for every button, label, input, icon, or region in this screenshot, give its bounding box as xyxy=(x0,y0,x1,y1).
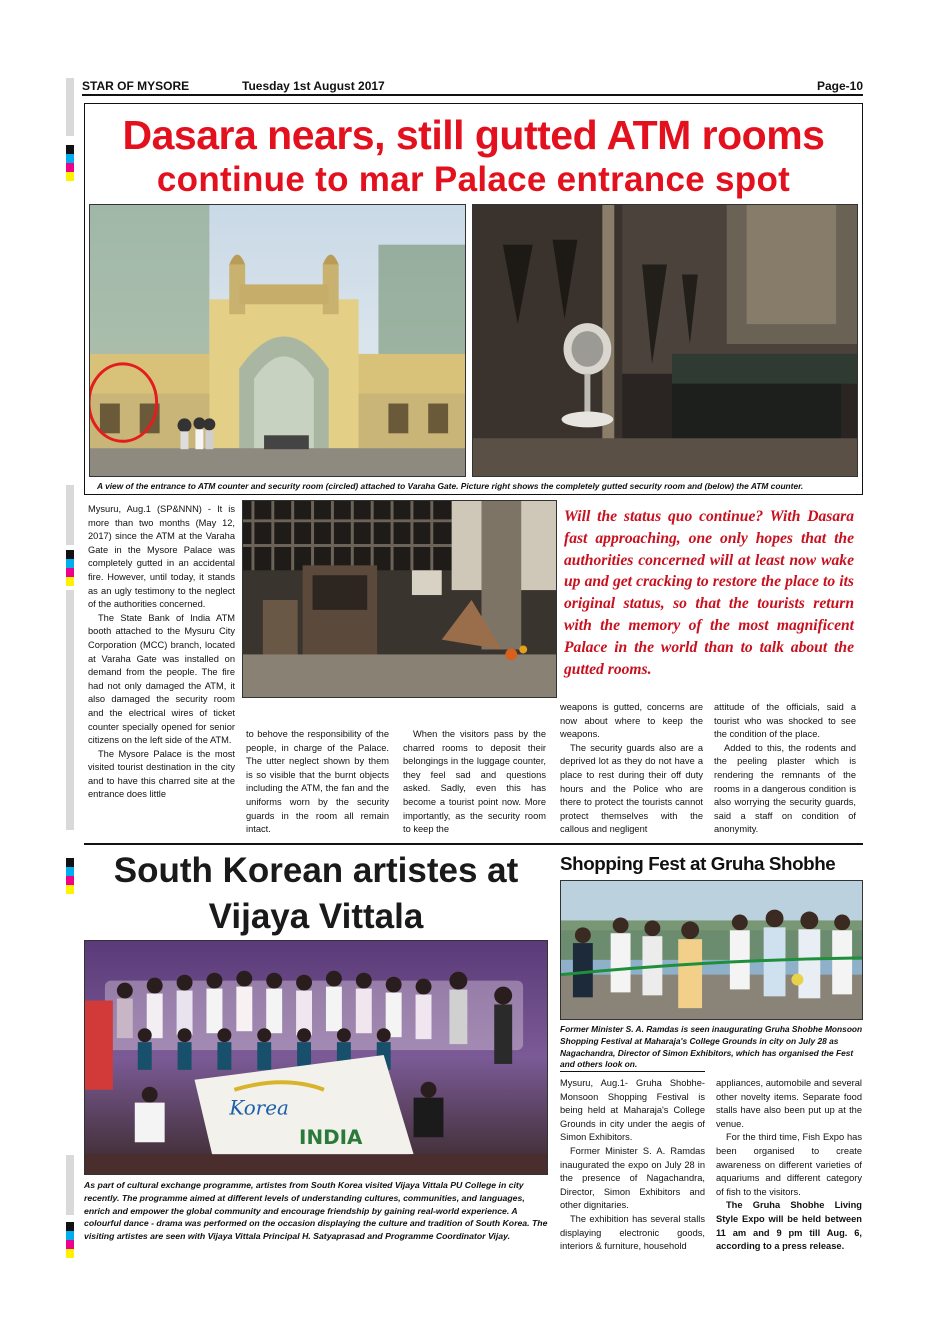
shopping-column-2 xyxy=(716,1077,862,1254)
main-story-paragraph: When the visitors pass by the charred rooms to deposit their belongings in the luggage counter, they feel sad and questions asked. Sadly, even this has become a tourist point now. More importantly, as the security room to keep the xyxy=(403,729,546,835)
burnt-atm-counter-photo xyxy=(242,500,557,698)
shopping-paragraph: Mysuru, Aug.1- Gruha Shobhe-Monsoon Shopping Festival is being held at Maharaja's College Grounds in city under the aegis of Simon Exhibitors. xyxy=(560,1078,705,1143)
korea-headline xyxy=(84,848,548,940)
shopping-paragraph: The exhibition has several stalls displaying electronic goods, interiors & furniture, household xyxy=(560,1213,705,1252)
shopping-paragraph: appliances, automobile and several other novelty items. Separate food stalls have also been put up at the venue. xyxy=(716,1078,862,1129)
korea-headline-line1: South Korean artistes at xyxy=(113,851,519,890)
main-headline xyxy=(84,110,863,200)
main-story-column-1 xyxy=(88,503,235,802)
main-photo-caption: A view of the entrance to ATM counter and security room (circled) attached to Varaha Gate. Picture right shows the completely gutted security room and (below) the ATM counter. xyxy=(97,481,804,491)
main-story-paragraph: Mysuru, Aug.1 (SP&NNN) - It is more than two months (May 12, 2017) since the ATM at the Varaha Gate in the Mysore Palace was completely gutted in an accidental fire. However, until today, it stands as an ugly testimony to the neglect of the authorities concerned. xyxy=(88,504,235,610)
main-story-column-5 xyxy=(714,701,856,837)
page-header xyxy=(82,78,863,96)
main-story-column-4 xyxy=(560,701,703,837)
shopping-paragraph-bold: The Gruha Shobhe Living Style Expo will be held between 11 am and 9 pm till Aug. 6, according to a press release. xyxy=(716,1200,862,1252)
shopping-paragraph: For the third time, Fish Expo has been organised to create awareness on different varieties of aquariums and different category of fish to the visitors. xyxy=(716,1132,862,1197)
registration-bar xyxy=(66,590,74,830)
caption-underline xyxy=(560,1071,705,1072)
paper-name: STAR OF MYSORE xyxy=(82,79,190,93)
main-story-paragraph: weapons is gutted, concerns are now about where to keep the weapons. xyxy=(560,702,703,740)
registration-bar xyxy=(66,78,74,136)
main-story-column-3 xyxy=(403,728,546,837)
main-headline-line1: Dasara nears, still gutted ATM rooms xyxy=(122,112,825,158)
issue-date: Tuesday 1st August 2017 xyxy=(242,79,385,93)
shopping-fest-headline: Shopping Fest at Gruha Shobhe xyxy=(560,853,836,874)
registration-bar xyxy=(66,485,74,545)
color-registration-mark xyxy=(66,145,74,181)
shopping-paragraph: Former Minister S. A. Ramdas inaugurated the expo on July 28 in the presence of Nagachandra, Director, Simon Exhibitors and other dignitaries. xyxy=(560,1145,705,1211)
main-story-paragraph: The security guards also are a deprived lot as they do not have a place to rest during their off duty hours and the Police who are there to protect the tourists cannot protect themselves with the callous and negligent xyxy=(560,742,703,835)
korea-photo-caption: As part of cultural exchange programme, artistes from South Korea visited Vijaya Vittala PU College in city recently. The programme aimed at different levels of understanding cultures, communities, and languages, enrich and empower the global community and encourage friendship by gaining real-world experience. A colourful dance - drama was performed on the occasion displaying the culture and tradition of South Korea. The visiting artistes are seen with Vijaya Vittala Principal H. Satyaprasad and Programme Coordinator Vijay. xyxy=(84,1180,548,1242)
color-registration-mark xyxy=(66,550,74,586)
section-divider xyxy=(84,843,863,845)
shopping-fest-photo-caption: Former Minister S. A. Ramdas is seen inaugurating Gruha Shobhe Monsoon Shopping Festival at Maharaja's College Grounds in city on July 28 as Nagachandra, Director of Simon Exhibitors, which has organised the Fest and others look on. xyxy=(560,1024,863,1070)
main-story-column-2 xyxy=(246,728,389,837)
registration-bar xyxy=(66,1155,74,1215)
pull-quote: Will the status quo continue? With Dasara fast approaching, one only hopes that the authorities concerned will at least now wake up and get cracking to restore the place to its original status, so that the tourists return with the memory of the most magnificent Palace in the world than to talk about the gutted rooms. xyxy=(564,508,854,678)
shopping-column-1 xyxy=(560,1077,705,1254)
color-registration-mark xyxy=(66,858,74,894)
main-story-paragraph: to behove the responsibility of the people, in charge of the Palace. The utter neglect shown by them is so visible that the burnt objects including the ATM, the fan and the uniforms worn by the security guards in the room all remain intact. xyxy=(246,729,389,835)
korea-headline-line2: Vijaya Vittala xyxy=(208,897,424,936)
banner-india-text: INDIA xyxy=(299,1126,363,1150)
main-headline-line2: continue to mar Palace entrance spot xyxy=(156,160,791,199)
page-number: Page-10 xyxy=(816,79,863,93)
palace-gate-photo xyxy=(89,204,466,477)
korean-artistes-photo xyxy=(84,940,548,1175)
color-registration-mark xyxy=(66,1222,74,1258)
main-story-paragraph: The Mysore Palace is the most visited tourist destination in the city and to have this charred site at the entrance does little xyxy=(88,748,235,800)
main-story-paragraph: attitude of the officials, said a tourist who was shocked to see the condition of the place. xyxy=(714,702,856,740)
banner-korea-text: Korea xyxy=(229,1096,289,1120)
gutted-security-room-photo xyxy=(472,204,858,477)
main-story-paragraph: Added to this, the rodents and the peeling plaster which is rendering the remnants of the rooms in a dangerous condition is also worrying the security guards, said a staff on condition of anonymity. xyxy=(714,742,856,835)
main-story-paragraph: The State Bank of India ATM booth attached to the Mysuru City Corporation (MCC) branch, located at Varaha Gate was installed on demand from the people. The fire had not only damaged the ATM, it also damaged the security room and the electrical wires of ticket counter specially opened for senior citizens on the left side of the ATM. xyxy=(88,612,235,746)
shopping-fest-inauguration-photo xyxy=(560,880,863,1020)
